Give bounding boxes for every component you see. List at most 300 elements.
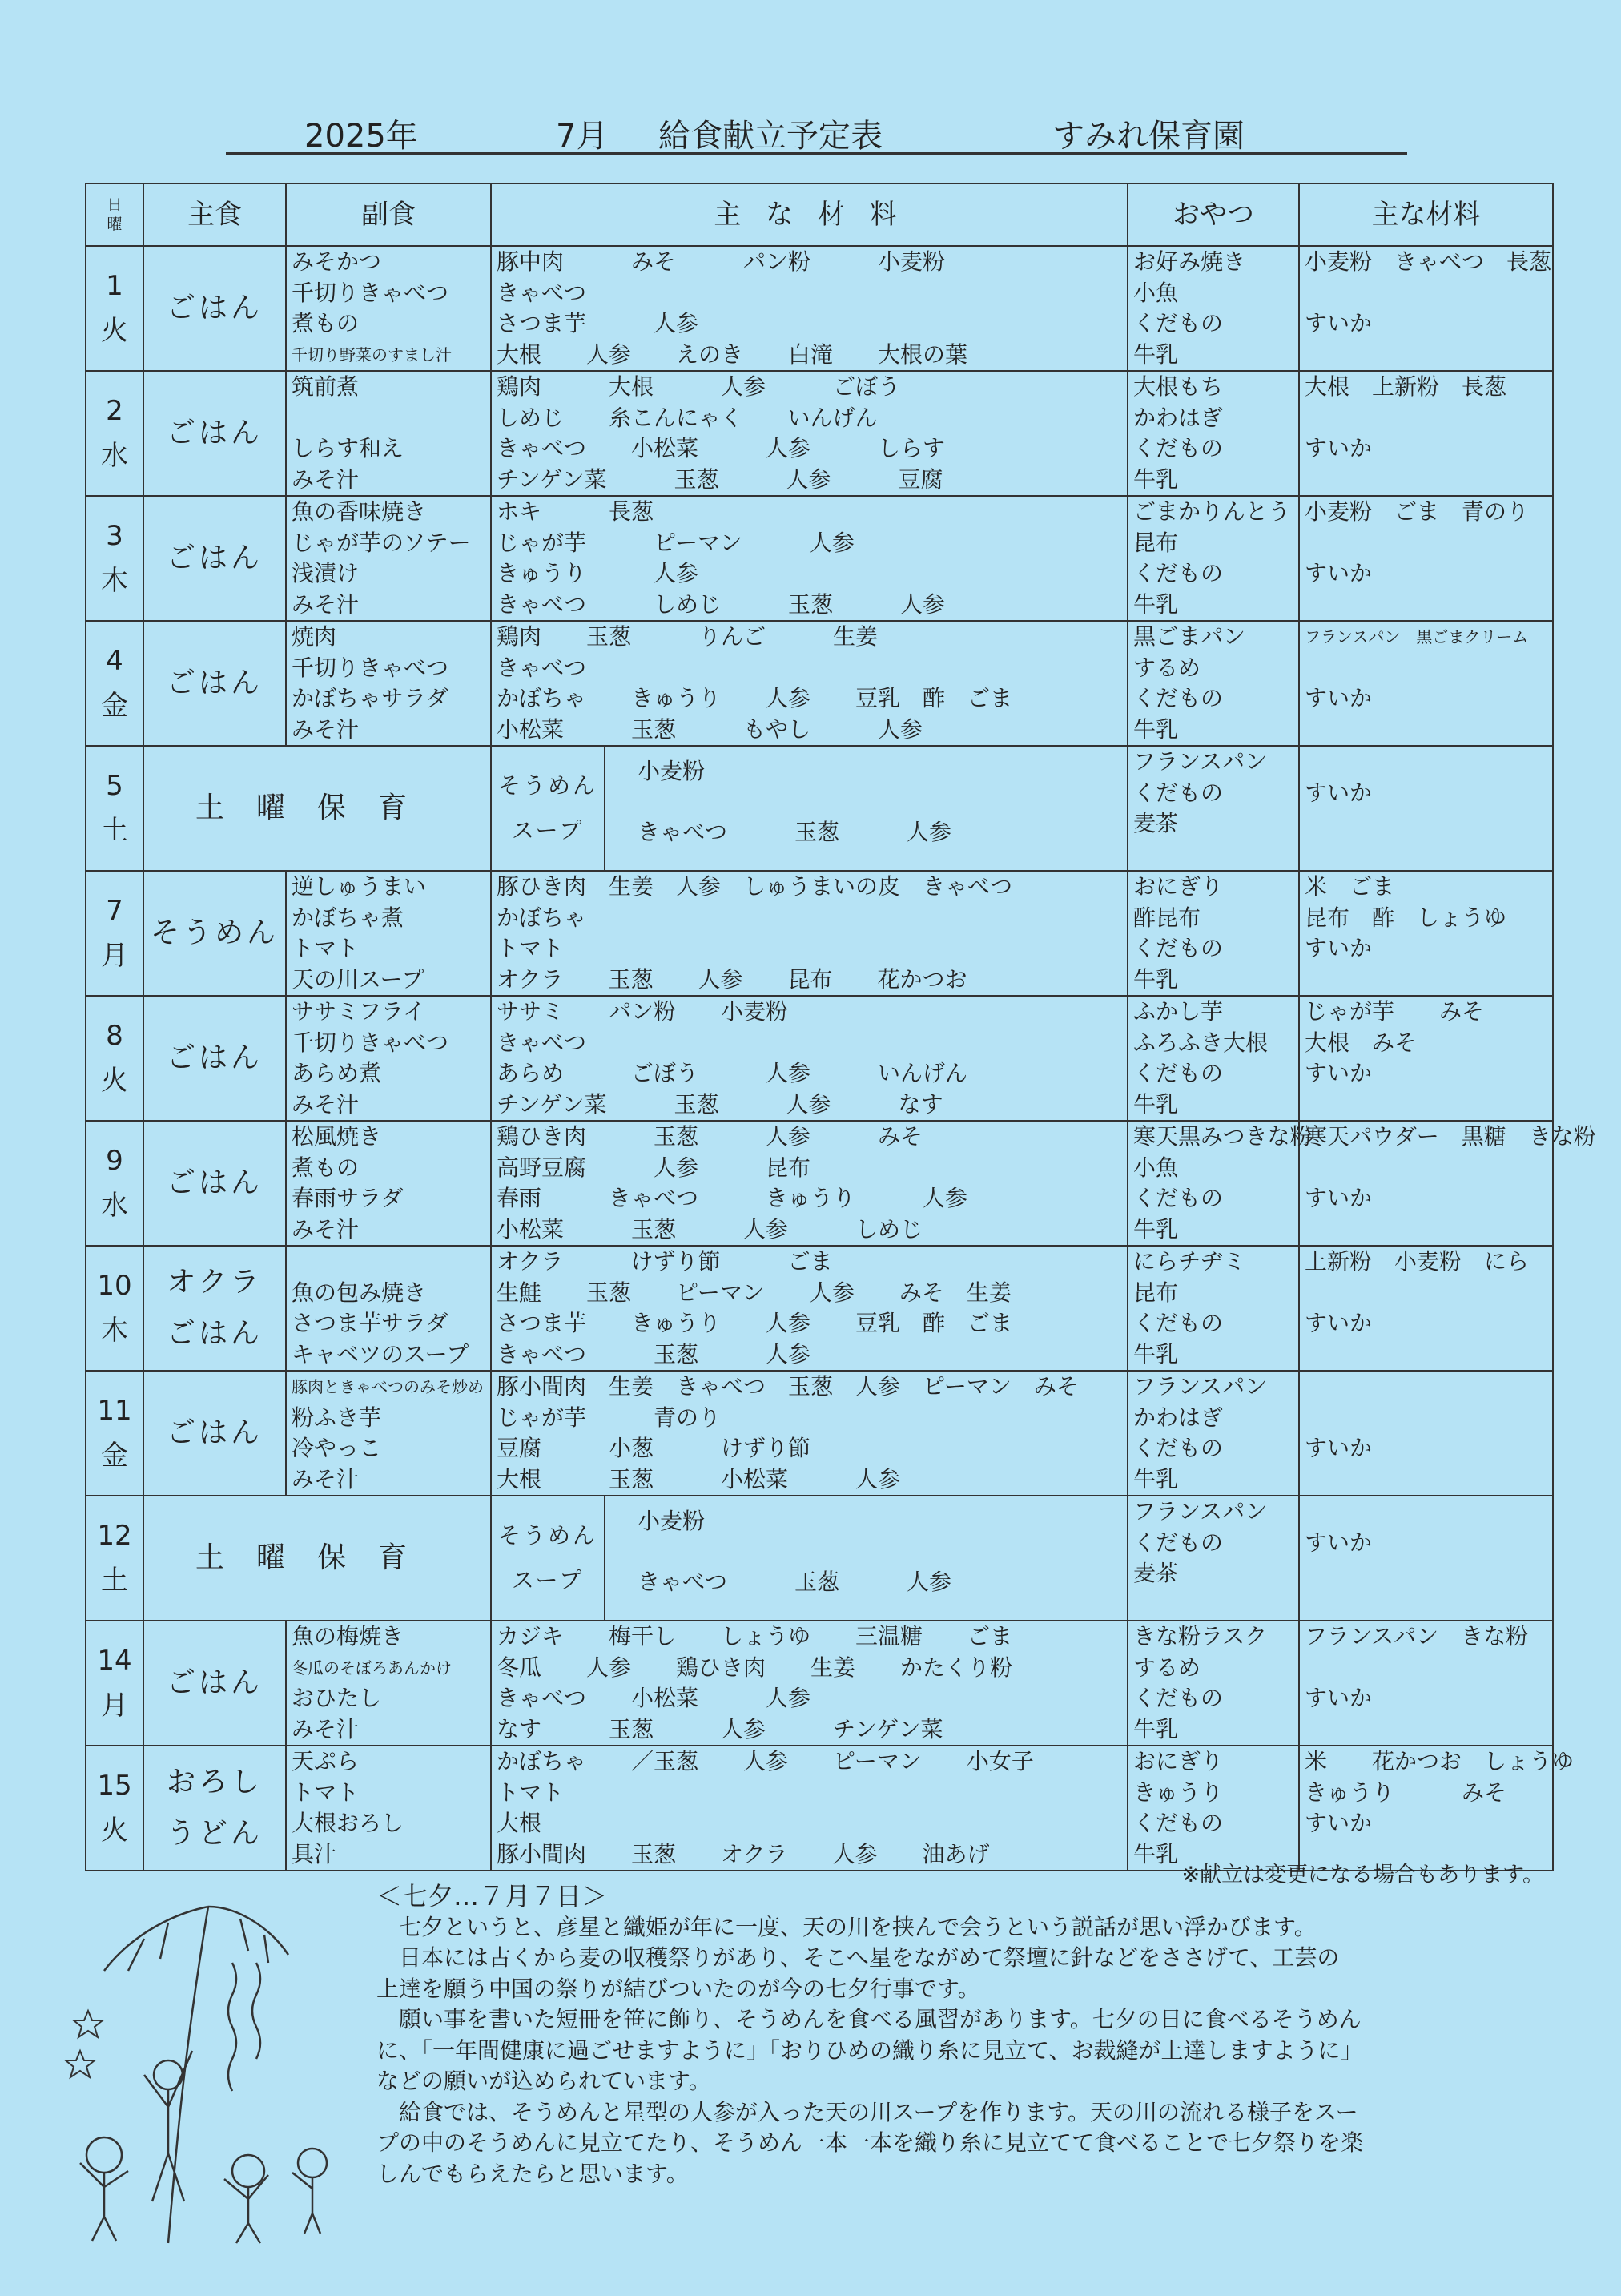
side-dish-cell-line: 冷やっこ bbox=[292, 1435, 382, 1461]
side-dish-cell-line bbox=[292, 403, 490, 434]
snack-ingredients-cell-line bbox=[1305, 528, 1552, 559]
side-dish-cell-line: 筑前煮 bbox=[292, 373, 360, 400]
snack-ingredients-cell bbox=[1299, 1246, 1553, 1371]
header-ingredients: 主 な 材 料 bbox=[491, 183, 1128, 246]
side-dish-cell-lines bbox=[287, 497, 490, 620]
snack-cell-line: きゅうり bbox=[1133, 1778, 1224, 1806]
ingredients-cell-line: 高野豆腐 人参 昆布 bbox=[497, 1154, 811, 1181]
snack-ingredients-cell-line: すいか bbox=[1305, 1685, 1373, 1711]
snack-ingredients-cell-lines bbox=[1300, 1122, 1596, 1245]
ingredients-cell-line: 小松菜 玉葱 人参 しめじ bbox=[497, 1215, 923, 1243]
date-cell bbox=[86, 1371, 143, 1496]
side-dish-cell-line: 粉ふき芋 bbox=[292, 1404, 382, 1431]
snack-cell bbox=[1128, 1246, 1299, 1371]
table-row bbox=[86, 1621, 1553, 1746]
snack-cell-line: くだもの bbox=[1133, 685, 1224, 711]
snack-ingredients-cell-line bbox=[1305, 278, 1552, 309]
day-of-week: 火 bbox=[101, 1065, 128, 1097]
day-of-week: 土 bbox=[101, 1565, 128, 1597]
side-dish-cell-line: 大根おろし bbox=[292, 1810, 404, 1836]
snack-cell-line: くだもの bbox=[1133, 435, 1224, 461]
ingredients-cell-line: かぼちゃ ／玉葱 人参 ピーマン 小女子 bbox=[497, 1748, 1034, 1774]
snack-ingredients-cell-line bbox=[1305, 1653, 1552, 1684]
side-dish-cell-lines bbox=[287, 1372, 490, 1495]
ingredients-cell-line: 鶏肉 玉葱 りんご 生姜 bbox=[497, 623, 879, 650]
snack-ingredients-cell-line bbox=[1305, 1589, 1552, 1621]
ingredients-cell-lines bbox=[492, 1372, 1127, 1495]
ingredients-cell-lines bbox=[492, 1122, 1127, 1245]
snack-cell bbox=[1128, 621, 1299, 746]
snack-cell bbox=[1128, 1746, 1299, 1871]
side-dish-cell-line: 天の川スープ bbox=[292, 965, 424, 993]
date-cell bbox=[86, 621, 143, 746]
snack-cell-lines bbox=[1128, 997, 1298, 1120]
side-dish-cell-line: 春雨サラダ bbox=[292, 1185, 404, 1211]
ingredients-cell-line: じゃが芋 青のり bbox=[497, 1404, 722, 1431]
snack-ingredients-cell-line: 上新粉 小麦粉 にら bbox=[1305, 1248, 1530, 1275]
side-dish-cell-line: かぼちゃ煮 bbox=[292, 904, 404, 931]
ingredients-cell-line: 鶏ひき肉 玉葱 人参 みそ bbox=[497, 1123, 923, 1150]
ingredients-cell-line: オクラ けずり節 ごま bbox=[497, 1248, 833, 1275]
day-number: 9 bbox=[106, 1145, 123, 1177]
ingredients-cell-lines bbox=[492, 1621, 1127, 1745]
day-of-week: 水 bbox=[101, 440, 128, 472]
snack-cell-line: くだもの bbox=[1133, 1810, 1224, 1836]
ingredients-cell-line: 春雨 きゃべつ きゅうり 人参 bbox=[497, 1185, 968, 1211]
ingredients-cell-line: きゃべつ 小松菜 人参 bbox=[497, 1685, 811, 1711]
snack-ingredients-cell-line: すいか bbox=[1305, 1529, 1373, 1556]
side-dish-cell-lines bbox=[287, 372, 490, 495]
essay-line: に、「一年間健康に過ごせますように」「おりひめの織り糸に見立て、お裁縫が上達しますように」 bbox=[376, 2036, 1363, 2064]
snack-cell-line: おにぎり bbox=[1133, 873, 1224, 900]
side-dish-cell-line: 煮もの bbox=[292, 1154, 360, 1181]
ingredients-cell-line: じゃが芋 ピーマン 人参 bbox=[497, 529, 855, 556]
date-cell bbox=[86, 871, 143, 996]
snack-cell-line: 牛乳 bbox=[1133, 1215, 1179, 1243]
snack-ingredients-cell-line bbox=[1305, 1090, 1552, 1121]
snack-ingredients-cell-line bbox=[1305, 590, 1552, 621]
snack-cell-line: ふろふき大根 bbox=[1133, 1029, 1269, 1056]
day-of-week: 月 bbox=[101, 940, 128, 972]
soup-ingredient-line: 小麦粉 bbox=[638, 758, 706, 784]
ingredients-cell-line: 鶏肉 大根 人参 ごぼう bbox=[497, 373, 901, 400]
snack-ingredients-cell-line: すいか bbox=[1305, 779, 1373, 806]
snack-ingredients-cell bbox=[1299, 746, 1553, 871]
side-dish-cell bbox=[286, 1746, 491, 1871]
snack-cell-line: フランスパン bbox=[1133, 1373, 1268, 1400]
snack-cell-line: ごまかりんとう bbox=[1133, 498, 1291, 525]
snack-cell-line: くだもの bbox=[1133, 560, 1224, 586]
ingredients-cell-line: きゅうり 人参 bbox=[497, 560, 699, 586]
date-cell bbox=[86, 246, 143, 371]
side-dish-cell-lines bbox=[287, 622, 490, 745]
side-dish-cell-line: じゃが芋のソテー bbox=[292, 529, 471, 556]
side-dish-cell-line: みそ汁 bbox=[292, 590, 360, 618]
side-dish-cell-lines bbox=[287, 872, 490, 995]
snack-ingredients-cell bbox=[1299, 1746, 1575, 1871]
ingredients-cell-line: 豚小間肉 生姜 きゃべつ 玉葱 人参 ピーマン みそ bbox=[497, 1373, 1079, 1400]
snack-ingredients-cell bbox=[1299, 496, 1553, 621]
header-snack-ingredients: 主な材料 bbox=[1299, 183, 1553, 246]
staple-cell: ごはん bbox=[143, 496, 286, 621]
ingredients-cell-line: チンゲン菜 玉葱 人参 なす bbox=[497, 1090, 943, 1118]
essay-line: 願い事を書いた短冊を笹に飾り、そうめんを食べる風習があります。七夕の日に食べるそうめん bbox=[376, 2006, 1362, 2032]
title-text: 給食献立予定表 bbox=[658, 118, 883, 155]
snack-ingredients-cell-line: すいか bbox=[1305, 1435, 1373, 1461]
ingredients-cell bbox=[491, 621, 1128, 746]
day-number: 11 bbox=[97, 1395, 132, 1427]
menu-table bbox=[85, 183, 1596, 1871]
side-dish-cell-line: しらす和え bbox=[292, 435, 404, 461]
day-number: 14 bbox=[97, 1645, 132, 1677]
side-dish-cell bbox=[286, 1371, 491, 1496]
ingredients-cell-lines bbox=[492, 872, 1127, 995]
soup-name-block bbox=[492, 747, 605, 870]
snack-ingredients-cell bbox=[1299, 1121, 1596, 1246]
ingredients-cell bbox=[491, 1371, 1128, 1496]
side-dish-cell-line: 魚の香味焼き bbox=[292, 498, 427, 525]
snack-cell-line: お好み焼き bbox=[1133, 248, 1246, 275]
snack-cell-lines bbox=[1128, 1122, 1313, 1245]
snack-ingredients-cell bbox=[1299, 996, 1553, 1121]
snack-ingredients-cell-line bbox=[1305, 1214, 1552, 1246]
snack-cell-line: 大根もち bbox=[1133, 373, 1224, 400]
snack-ingredients-cell-line bbox=[1305, 1403, 1552, 1434]
table-row bbox=[86, 1371, 1553, 1496]
snack-ingredients-cell-line bbox=[1305, 1496, 1552, 1528]
snack-ingredients-cell-line: すいか bbox=[1305, 1060, 1373, 1086]
snack-cell-line: くだもの bbox=[1133, 1435, 1224, 1461]
snack-ingredients-cell-line: フランスパン きな粉 bbox=[1305, 1623, 1529, 1649]
snack-ingredients-cell bbox=[1299, 371, 1553, 496]
side-dish-cell bbox=[286, 1121, 491, 1246]
snack-ingredients-cell-line: じゃが芋 みそ bbox=[1305, 998, 1485, 1025]
side-dish-cell-line: みそ汁 bbox=[292, 465, 360, 493]
essay-line: などの願いが込められています。 bbox=[376, 2068, 711, 2094]
side-dish-cell-line: ササミフライ bbox=[292, 998, 426, 1025]
side-dish-cell-line: 天ぷら bbox=[292, 1748, 360, 1774]
table-row bbox=[86, 1746, 1553, 1871]
ingredients-cell bbox=[491, 246, 1128, 371]
snack-ingredients-cell-line: 寒天パウダー 黒糖 きな粉 bbox=[1305, 1123, 1596, 1150]
day-number: 7 bbox=[106, 895, 123, 927]
snack-cell-lines bbox=[1128, 747, 1298, 870]
staple-cell: ごはん bbox=[143, 246, 286, 371]
snack-ingredients-cell-line bbox=[1305, 1153, 1552, 1184]
side-dish-cell-line: 千切りきゃべつ bbox=[292, 279, 449, 306]
snack-ingredients-cell-line bbox=[1305, 1714, 1552, 1746]
ingredients-cell-line: オクラ 玉葱 人参 昆布 花かつお bbox=[497, 965, 967, 993]
soup-ingredients-block bbox=[605, 1496, 1127, 1620]
tanabata-essay bbox=[376, 1881, 1562, 2189]
side-dish-cell-line: 逆しゅうまい bbox=[292, 873, 427, 900]
snack-ingredients-cell-line: すいか bbox=[1305, 1185, 1373, 1211]
side-dish-cell-line: 冬瓜のそぼろあんかけ bbox=[292, 1658, 452, 1678]
snack-cell bbox=[1128, 371, 1299, 496]
ingredients-cell-line: 大根 人参 えのき 白滝 大根の葉 bbox=[497, 340, 968, 368]
day-of-week: 火 bbox=[101, 1815, 128, 1847]
day-number: 4 bbox=[106, 645, 123, 677]
side-dish-cell-line: かぼちゃサラダ bbox=[292, 685, 448, 711]
snack-ingredients-cell-line: すいか bbox=[1305, 1310, 1373, 1336]
side-dish-cell-line: みそ汁 bbox=[292, 1090, 360, 1118]
table-header-row bbox=[86, 183, 1553, 246]
snack-cell-line bbox=[1133, 1589, 1298, 1621]
snack-cell-lines bbox=[1128, 247, 1298, 370]
soup-ingredient-line: きゃべつ 玉葱 人参 bbox=[638, 819, 952, 845]
soup-name-block bbox=[492, 1496, 605, 1620]
snack-ingredients-cell-lines bbox=[1300, 872, 1552, 995]
side-dish-cell-line: みそ汁 bbox=[292, 1215, 360, 1243]
ingredients-cell-line: ホキ 長葱 bbox=[497, 498, 654, 525]
snack-ingredients-cell-line bbox=[1305, 808, 1552, 840]
snack-cell bbox=[1128, 746, 1299, 871]
side-dish-cell-line: みそかつ bbox=[292, 248, 382, 275]
snack-ingredients-cell-line: フランスパン 黒ごまクリーム bbox=[1305, 627, 1529, 647]
snack-ingredients-cell-line: 米 ごま bbox=[1305, 873, 1395, 900]
staple-cell: オクラ ごはん bbox=[143, 1246, 286, 1371]
snack-ingredients-cell-line bbox=[1305, 1278, 1552, 1309]
tanabata-children-illustration bbox=[48, 1891, 336, 2251]
ingredients-cell-lines bbox=[492, 1247, 1127, 1370]
header-date bbox=[86, 183, 143, 246]
side-dish-cell-line: 千切りきゃべつ bbox=[292, 1029, 449, 1056]
table-row bbox=[86, 1121, 1553, 1246]
snack-cell-line: 酢昆布 bbox=[1133, 904, 1201, 931]
snack-ingredients-cell-line: すいか bbox=[1305, 1810, 1373, 1836]
snack-cell-line: 牛乳 bbox=[1133, 465, 1179, 493]
title-month: 7月 bbox=[556, 118, 609, 155]
snack-ingredients-cell-line bbox=[1305, 1464, 1552, 1496]
soup-ingredient-line: 小麦粉 bbox=[638, 1508, 706, 1534]
snack-ingredients-cell-line: すいか bbox=[1305, 935, 1373, 961]
snack-cell-line: 小魚 bbox=[1133, 279, 1179, 306]
side-dish-cell-line: トマト bbox=[292, 935, 360, 961]
snack-cell-lines bbox=[1128, 1372, 1298, 1495]
table-row bbox=[86, 871, 1553, 996]
ingredients-cell-lines bbox=[492, 497, 1127, 620]
essay-line: プの中のそうめんに見立てたり、そうめん一本一本を織り糸に見立てて食べることで七夕祭りを楽 bbox=[376, 2129, 1364, 2156]
ingredients-cell-lines bbox=[492, 997, 1127, 1120]
side-dish-cell-line: みそ汁 bbox=[292, 715, 360, 743]
ingredients-cell-line: かぼちゃ きゅうり 人参 豆乳 酢 ごま bbox=[497, 685, 1013, 711]
ingredients-cell-line: きゃべつ 玉葱 人参 bbox=[497, 1340, 811, 1368]
snack-ingredients-cell bbox=[1299, 1496, 1553, 1621]
side-dish-cell-line: 浅漬け bbox=[292, 560, 360, 586]
snack-cell-line: 黒ごまパン bbox=[1133, 623, 1246, 650]
snack-cell-line: きな粉ラスク bbox=[1133, 1623, 1268, 1649]
essay-line: 上達を願う中国の祭りが結びついたのが今の七夕行事です。 bbox=[376, 1975, 980, 2002]
table-row bbox=[86, 371, 1553, 496]
snack-ingredients-cell-line: すいか bbox=[1305, 435, 1373, 461]
snack-cell-line: かわはぎ bbox=[1133, 404, 1224, 431]
side-dish-cell-line: 魚の包み焼き bbox=[292, 1279, 427, 1306]
change-note: ※献立は変更になる場合もあります。 bbox=[1181, 1863, 1544, 1887]
ingredients-cell-line: チンゲン菜 玉葱 人参 豆腐 bbox=[497, 465, 943, 493]
side-dish-cell-lines bbox=[287, 1247, 490, 1370]
snack-cell-line: 小魚 bbox=[1133, 1154, 1179, 1181]
ingredients-cell-line: 豚中肉 みそ パン粉 小麦粉 bbox=[497, 248, 946, 275]
side-dish-cell-line: みそ汁 bbox=[292, 1715, 360, 1742]
soup-name-line: そうめん bbox=[497, 772, 597, 799]
snack-cell-line: 牛乳 bbox=[1133, 965, 1179, 993]
snack-cell-line bbox=[1133, 840, 1298, 871]
day-of-week: 水 bbox=[101, 1190, 128, 1222]
ingredients-cell bbox=[491, 1746, 1128, 1871]
snack-cell bbox=[1128, 1621, 1299, 1746]
snack-cell-lines bbox=[1128, 1746, 1298, 1870]
snack-cell-lines bbox=[1128, 1247, 1298, 1370]
table-row bbox=[86, 746, 1553, 871]
day-number: 15 bbox=[97, 1770, 132, 1802]
snack-ingredients-cell-line: すいか bbox=[1305, 310, 1373, 336]
ingredients-cell-line: 豚ひき肉 生姜 人参 しゅうまいの皮 きゃべつ bbox=[497, 873, 1013, 900]
snack-cell bbox=[1128, 496, 1299, 621]
snack-ingredients-cell-line: すいか bbox=[1305, 685, 1373, 711]
snack-ingredients-cell-lines bbox=[1300, 372, 1552, 495]
saturday-ingredients bbox=[492, 747, 1127, 870]
ingredients-cell-line: トマト bbox=[497, 935, 565, 961]
ingredients-cell-line: 豆腐 小葱 けずり節 bbox=[497, 1435, 811, 1461]
soup-ingredient-line: きゃべつ 玉葱 人参 bbox=[638, 1569, 952, 1595]
title-year: 2025年 bbox=[304, 118, 418, 155]
snack-cell-line: おにぎり bbox=[1133, 1748, 1224, 1774]
snack-cell-line: 寒天黒みつきな粉 bbox=[1133, 1123, 1313, 1150]
snack-cell-lines bbox=[1128, 1621, 1298, 1745]
snack-ingredients-cell bbox=[1299, 1371, 1553, 1496]
ingredients-cell bbox=[491, 871, 1128, 996]
snack-ingredients-cell-lines bbox=[1300, 1496, 1552, 1620]
ingredients-cell-line: きゃべつ bbox=[497, 654, 587, 681]
snack-ingredients-cell-lines bbox=[1300, 1621, 1552, 1745]
ingredients-cell-line: さつま芋 人参 bbox=[497, 310, 699, 336]
snack-cell-line: するめ bbox=[1133, 654, 1201, 681]
side-dish-cell bbox=[286, 496, 491, 621]
snack-ingredients-cell-lines bbox=[1300, 1372, 1552, 1495]
ingredients-cell-lines bbox=[492, 1746, 1127, 1870]
side-dish-cell bbox=[286, 996, 491, 1121]
day-of-week: 木 bbox=[101, 1315, 128, 1347]
essay-line: 七夕というと、彦星と織姫が年に一度、天の川を挟んで会うという説話が思い浮かびます。 bbox=[376, 1913, 1317, 1940]
side-dish-cell-line: 豚肉ときゃべつのみそ炒め bbox=[292, 1377, 484, 1396]
day-number: 2 bbox=[106, 395, 123, 427]
side-dish-cell-lines bbox=[287, 1122, 490, 1245]
snack-ingredients-cell-line bbox=[1305, 1372, 1552, 1403]
side-dish-cell bbox=[286, 246, 491, 371]
staple-cell: ごはん bbox=[143, 371, 286, 496]
snack-ingredients-cell-lines bbox=[1300, 1247, 1552, 1370]
side-dish-cell-lines bbox=[287, 997, 490, 1120]
ingredients-cell-line: きゃべつ しめじ 玉葱 人参 bbox=[497, 590, 946, 618]
day-number: 12 bbox=[97, 1520, 132, 1552]
essay-line: 給食では、そうめんと星型の人参が入った天の川スープを作ります。天の川の流れる様子をスー bbox=[376, 2098, 1358, 2125]
ingredients-cell bbox=[491, 746, 1128, 871]
day-of-week: 月 bbox=[101, 1690, 128, 1722]
header-staple: 主食 bbox=[143, 183, 286, 246]
day-of-week: 金 bbox=[101, 1440, 128, 1472]
snack-ingredients-cell-line: 小麦粉 ごま 青のり bbox=[1305, 498, 1530, 525]
side-dish-cell-line: 魚の梅焼き bbox=[292, 1623, 404, 1649]
ingredients-cell-line: さつま芋 きゅうり 人参 豆乳 酢 ごま bbox=[497, 1310, 1013, 1336]
side-dish-cell bbox=[286, 1621, 491, 1746]
ingredients-cell-line: 大根 玉葱 小松菜 人参 bbox=[497, 1465, 901, 1492]
side-dish-cell-line: 千切りきゃべつ bbox=[292, 654, 449, 681]
day-of-week: 木 bbox=[101, 565, 128, 597]
snack-cell-line: するめ bbox=[1133, 1654, 1201, 1681]
snack-ingredients-cell-lines bbox=[1300, 997, 1552, 1120]
snack-ingredients-cell-line bbox=[1305, 653, 1552, 684]
ingredients-cell-line: かぼちゃ bbox=[497, 904, 587, 931]
day-number: 5 bbox=[106, 770, 123, 802]
table-row bbox=[86, 496, 1553, 621]
side-dish-cell-line: あらめ煮 bbox=[292, 1060, 382, 1086]
snack-cell-lines bbox=[1128, 872, 1298, 995]
essay-line: しんでもらえたらと思います。 bbox=[376, 2160, 689, 2187]
snack-cell-line: くだもの bbox=[1133, 935, 1224, 961]
snack-cell-line: にらチヂミ bbox=[1133, 1248, 1246, 1275]
snack-cell-line: 牛乳 bbox=[1133, 1090, 1179, 1118]
snack-ingredients-cell-line bbox=[1305, 340, 1552, 371]
ingredients-cell-line: きゃべつ bbox=[497, 1029, 587, 1056]
snack-cell-line: 牛乳 bbox=[1133, 1465, 1179, 1492]
soup-name-line: スープ bbox=[511, 1567, 585, 1593]
ingredients-cell bbox=[491, 1121, 1128, 1246]
menu-body bbox=[86, 246, 1596, 1871]
staple-cell: おろし うどん bbox=[143, 1746, 286, 1871]
staple-cell: ごはん bbox=[143, 1371, 286, 1496]
ingredients-cell bbox=[491, 371, 1128, 496]
date-cell bbox=[86, 1746, 143, 1871]
table-row bbox=[86, 996, 1553, 1121]
ingredients-cell-line: 冬瓜 人参 鶏ひき肉 生姜 かたくり粉 bbox=[497, 1654, 1013, 1681]
snack-cell-line: 牛乳 bbox=[1133, 340, 1179, 368]
snack-ingredients-cell-line bbox=[1305, 465, 1552, 496]
day-number: 1 bbox=[106, 270, 123, 302]
snack-ingredients-cell-line: 米 花かつお しょうゆ bbox=[1305, 1748, 1575, 1774]
snack-ingredients-cell-line bbox=[1305, 747, 1552, 778]
snack-ingredients-cell-line: すいか bbox=[1305, 560, 1373, 586]
snack-ingredients-cell-lines bbox=[1300, 1746, 1575, 1870]
ingredients-cell-line: しめじ 糸こんにゃく いんげん bbox=[497, 404, 878, 431]
snack-ingredients-cell bbox=[1299, 871, 1553, 996]
snack-cell-line: くだもの bbox=[1133, 1529, 1224, 1556]
snack-ingredients-cell-line bbox=[1305, 715, 1552, 746]
snack-cell-line: くだもの bbox=[1133, 1185, 1224, 1211]
snack-ingredients-cell-line bbox=[1305, 840, 1552, 871]
ingredients-cell bbox=[491, 496, 1128, 621]
soup-name-line: スープ bbox=[511, 817, 585, 844]
snack-ingredients-cell-line: 小麦粉 きゃべつ 長葱 bbox=[1305, 248, 1552, 275]
snack-cell bbox=[1128, 246, 1299, 371]
snack-cell-line: くだもの bbox=[1133, 1310, 1224, 1336]
snack-cell bbox=[1128, 1121, 1313, 1246]
snack-cell-lines bbox=[1128, 372, 1298, 495]
day-number: 3 bbox=[106, 520, 123, 552]
side-dish-cell-line: トマト bbox=[292, 1778, 360, 1806]
soup-name-line: そうめん bbox=[497, 1522, 597, 1549]
snack-cell bbox=[1128, 1496, 1299, 1621]
ingredients-cell-lines bbox=[492, 622, 1127, 745]
side-dish-cell-line: 松風焼き bbox=[292, 1123, 382, 1150]
side-dish-cell-line: 具汁 bbox=[292, 1840, 337, 1867]
snack-cell bbox=[1128, 1371, 1299, 1496]
snack-cell-line: 麦茶 bbox=[1133, 810, 1179, 836]
ingredients-cell-line: 大根 bbox=[497, 1810, 542, 1836]
ingredients-cell-lines bbox=[492, 247, 1127, 370]
side-dish-cell-lines bbox=[287, 247, 490, 370]
date-cell bbox=[86, 1246, 143, 1371]
side-dish-cell bbox=[286, 621, 491, 746]
